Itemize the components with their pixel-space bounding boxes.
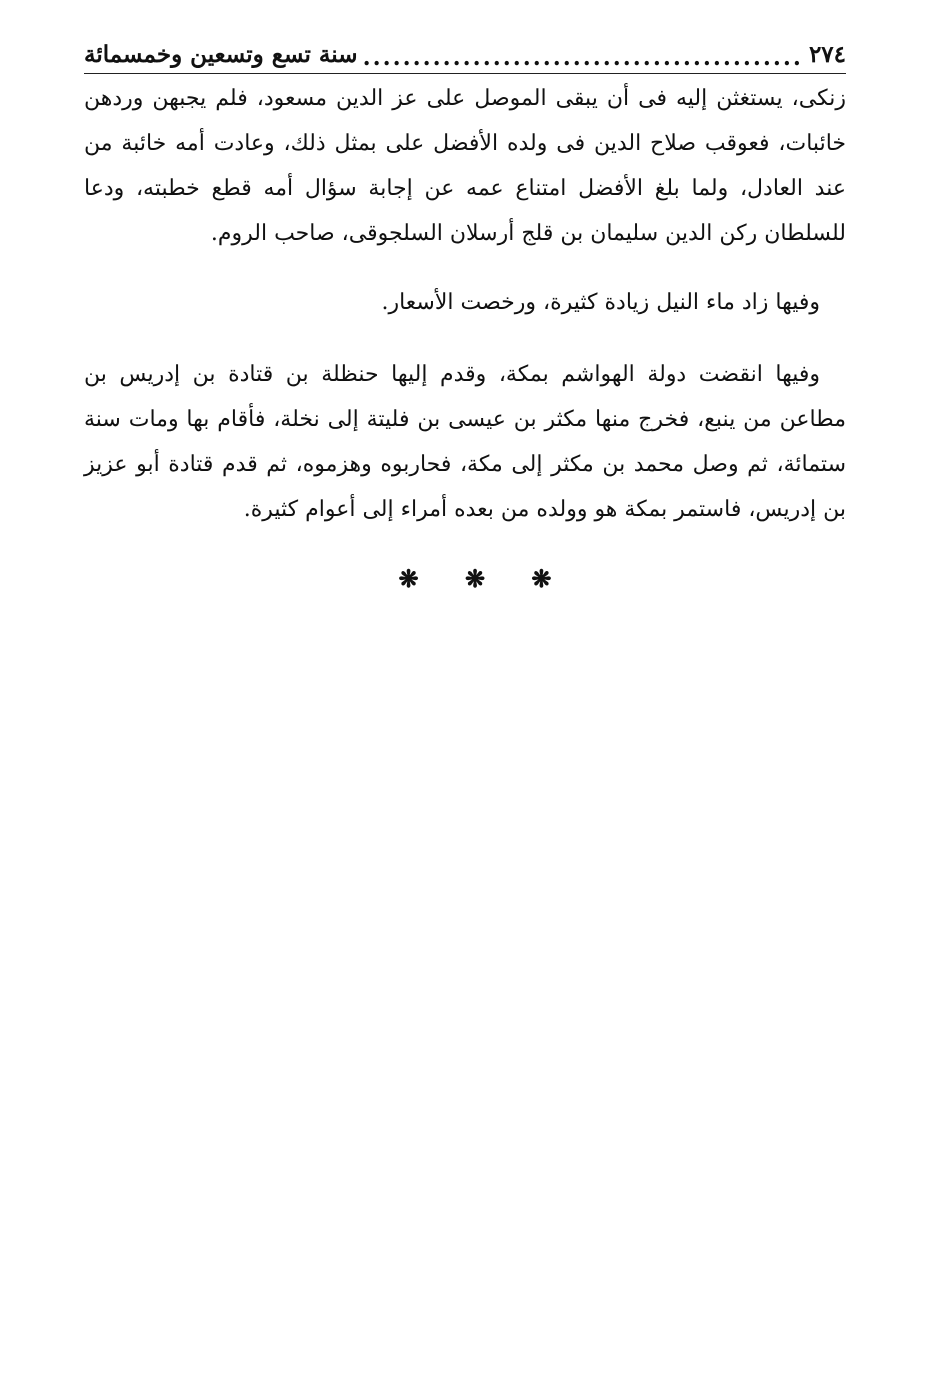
asterism-star: ❋ <box>531 564 552 593</box>
paragraph-continuation: زنكى، يستغثن إليه فى أن يبقى الموصل على عز الدين مسعود، فلم يجبهن وردهن خائبات، فعوقب صلاح الدين فى ولده الأفضل على بمثل ذلك، وعادت أمه خائبة من عند العادل، ولما بلغ الأفضل امتناع عمه عن إجابة سؤال أمه قطع خطبته، ودعا للسلطان ركن الدين سليمان بن قلج أرسلان السلجوقى، صاحب الروم. <box>84 86 846 246</box>
page-number: ٢٧٤ <box>808 41 846 68</box>
section-break-ornament <box>0 564 950 593</box>
asterism-star: ❋ <box>398 564 419 593</box>
paragraph-nile: وفيها زاد ماء النيل زيادة كثيرة، ورخصت الأسعار. <box>381 290 820 315</box>
header-rule <box>84 73 846 74</box>
dot-leader <box>363 46 802 70</box>
asterism-star: ❋ <box>464 564 486 593</box>
page-header <box>84 36 846 70</box>
running-title: سنة تسع وتسعين وخمسمائة <box>84 41 358 68</box>
paragraph-mecca: وفيها انقضت دولة الهواشم بمكة، وقدم إليها حنظلة بن قتادة بن إدريس بن مطاعن من ينبع، فخرج منها مكثر بن عيسى بن فليتة إلى نخلة، فأقام بها ومات سنة ستمائة، ثم وصل محمد بن مكثر إلى مكة، فحاربوه وهزموه، ثم قدم قتادة أبو عزيز بن إدريس، فاستمر بمكة هو وولده من بعده أمراء إلى أعوام كثيرة. <box>84 362 846 522</box>
